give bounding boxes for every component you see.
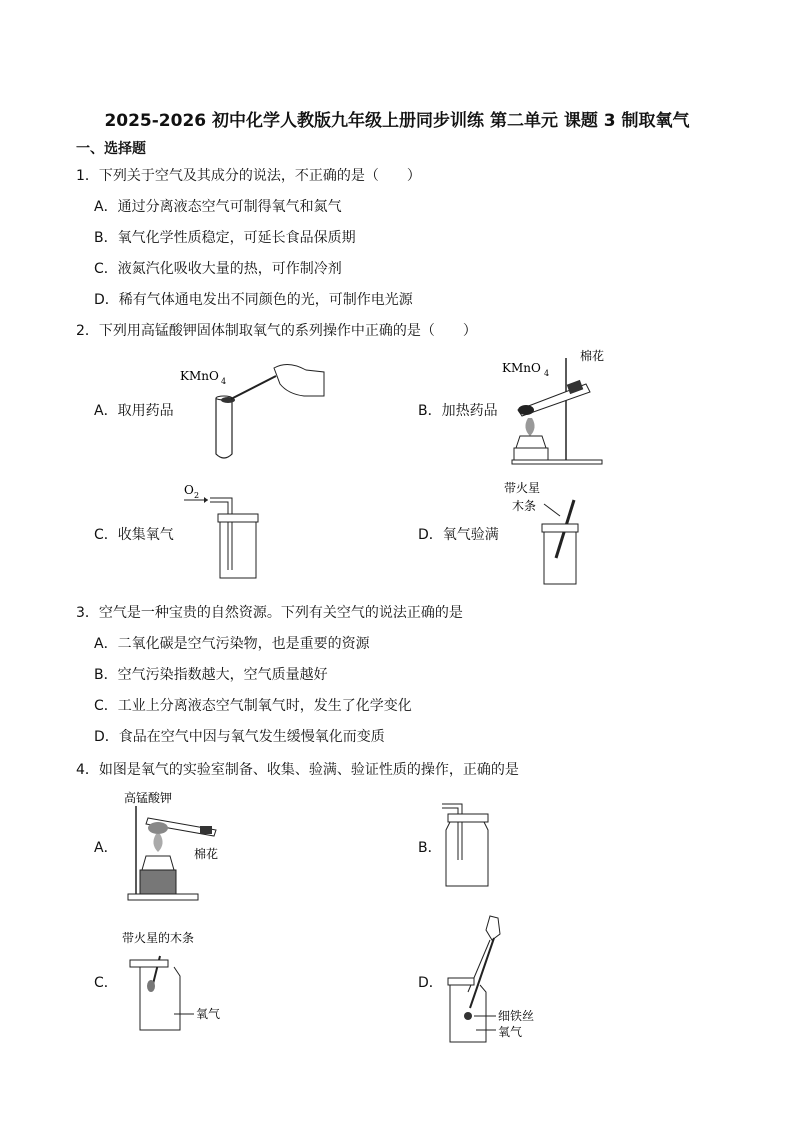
question-4-option-d: D． (418, 975, 443, 991)
figure-2d-oxygen-check (498, 476, 588, 588)
question-1-stem: 1．下列关于空气及其成分的说法，不正确的是（ ） (76, 168, 421, 184)
question-4-option-a: A． (94, 840, 118, 856)
sparks-icon (464, 1012, 472, 1020)
question-2-option-b: B．加热药品 (418, 403, 498, 419)
question-4-option-c: C． (94, 975, 118, 991)
o2-label: O (184, 483, 194, 497)
figure-4d-iron-wire (440, 912, 560, 1046)
alcohol-lamp-icon (142, 856, 174, 870)
gas-bottle-icon (544, 532, 576, 584)
arrow-icon (204, 497, 208, 503)
kmno4-subscript: 4 (544, 369, 550, 378)
question-4-stem: 4．如图是氧气的实验室制备、收集、验满、验证性质的操作，正确的是 (76, 762, 519, 778)
oxygen-label: 氧气 (498, 1025, 523, 1039)
flame-icon (525, 418, 534, 436)
question-1-option-d: D．稀有气体通电发出不同颜色的光，可制作电光源 (94, 292, 413, 308)
hand-icon (274, 364, 324, 396)
question-1-option-b: B．氧气化学性质稳定，可延长食品保质期 (94, 230, 356, 246)
o2-subscript: 2 (194, 491, 200, 500)
splint-label-line1: 带火星 (504, 481, 541, 495)
crucible-tongs-icon (470, 938, 494, 1008)
splint-label-line2: 木条 (512, 499, 537, 513)
cotton-label: 棉花 (194, 847, 219, 861)
figure-2c-collect-oxygen (180, 478, 260, 584)
figure-4a-heating-setup (120, 786, 232, 904)
question-1-option-c: C．液氮汽化吸收大量的热，可作制冷剂 (94, 261, 342, 277)
question-3-option-b: B．空气污染指数越大，空气质量越好 (94, 667, 328, 683)
figure-2a-take-reagent (176, 358, 326, 462)
gas-bottle-icon (140, 967, 180, 1030)
figure-4b-collect-oxygen (440, 800, 492, 890)
question-3-option-c: C．工业上分离液态空气制氧气时，发生了化学变化 (94, 698, 412, 714)
figure-2b-heating-setup (498, 344, 610, 470)
question-2-stem: 2．下列用高锰酸钾固体制取氧气的系列操作中正确的是（ ） (76, 323, 477, 339)
kmno4-label: 高锰酸钾 (124, 791, 173, 805)
oxygen-label: 氧气 (196, 1007, 221, 1021)
kmno4-label: KMnO (180, 369, 219, 383)
alcohol-lamp-icon (516, 436, 546, 448)
question-3-option-a: A．二氧化碳是空气污染物，也是重要的资源 (94, 636, 370, 652)
cotton-label: 棉花 (580, 349, 605, 363)
section-heading: 一、选择题 (76, 141, 146, 157)
gas-bottle-icon (220, 522, 256, 578)
question-2-option-d: D．氧气验满 (418, 527, 499, 543)
test-tube-icon (216, 398, 232, 458)
splint-label: 带火星的木条 (122, 931, 195, 945)
delivery-tube-icon (442, 804, 462, 860)
question-3-stem: 3．空气是一种宝贵的自然资源。下列有关空气的说法正确的是 (76, 605, 463, 621)
question-1-option-a: A．通过分离液态空气可制得氧气和氮气 (94, 199, 342, 215)
hand-icon (486, 916, 500, 940)
figure-4c-oxygen-check (120, 926, 232, 1034)
question-4-option-b: B． (418, 840, 442, 856)
delivery-tube-icon (210, 498, 232, 570)
kmno4-subscript: 4 (221, 377, 227, 386)
gas-bottle-icon (446, 822, 488, 886)
question-3-option-d: D．食品在空气中因与氧气发生缓慢氧化而变质 (94, 729, 385, 745)
question-2-option-a: A．取用药品 (94, 403, 174, 419)
iron-wire-label: 细铁丝 (498, 1009, 535, 1023)
question-2-option-c: C．收集氧气 (94, 527, 174, 543)
page-title: 2025-2026 初中化学人教版九年级上册同步训练 第二单元 课题 3 制取氧气 (104, 111, 690, 131)
flame-icon (153, 834, 162, 852)
kmno4-label: KMnO (502, 361, 541, 375)
